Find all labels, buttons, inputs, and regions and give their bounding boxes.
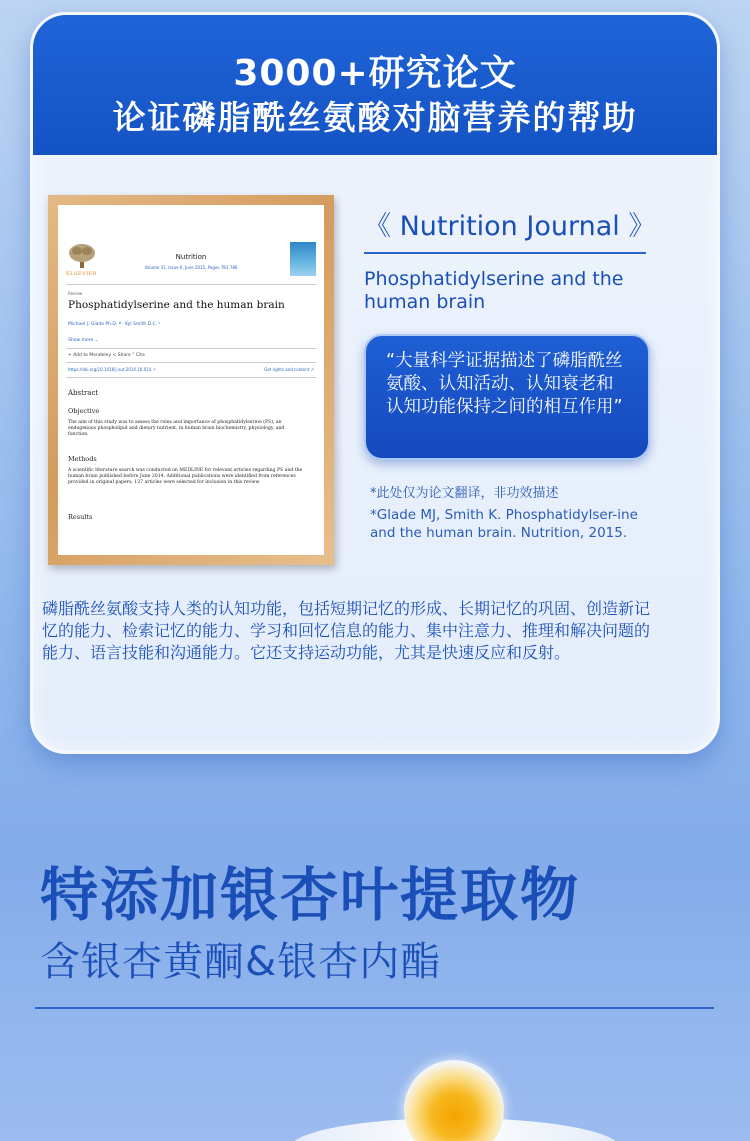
header-subtitle: 论证磷脂酰丝氨酸对脑营养的帮助 [112, 98, 638, 137]
card-header [33, 15, 717, 155]
methods-heading: Methods [68, 455, 97, 463]
journal-cover-thumbnail [290, 242, 316, 276]
rights-link: Get rights and content ↗ [264, 367, 314, 372]
divider [66, 284, 316, 285]
doi-link: https://doi.org/10.1016/j.nut.2014.10.014 ↗ [68, 367, 156, 372]
article-type: Review [68, 291, 83, 296]
divider [66, 362, 316, 363]
paper-screenshot [58, 205, 324, 555]
divider [66, 348, 316, 349]
translation-note: *此处仅为论文翻译，非功效描述 [370, 486, 559, 501]
journal-divider [364, 252, 646, 254]
section-heading: 特添加银杏叶提取物 [40, 861, 581, 929]
results-heading: Results [68, 513, 93, 521]
paper-title: Phosphatidylserine and the human brain [364, 268, 624, 313]
paper-journal-name: Nutrition [175, 253, 207, 261]
paper-actions: + Add to Mendeley < Share ” Cite [68, 353, 145, 358]
abstract-heading: Abstract [68, 389, 99, 397]
framed-paper-image [48, 195, 334, 565]
methods-text: A scientific literature search was conducted on MEDLINE for relevant articles regarding PS and the human brain published before June 2014. Additional publications were identified from references provided in original papers; 127 articles were selected for inclusion in this review. [68, 468, 303, 485]
objective-text: The aim of this study was to assess the roles and importance of phosphatidylserine (PS), an endogenous phospholipid and dietary nutrient, in human brain biochemistry, physiology, and function. [68, 420, 285, 437]
publisher-logo-text: ELSEVIER [66, 271, 98, 277]
divider [66, 377, 316, 378]
section-subheading: 含银杏黄酮&银杏内酯 [40, 939, 442, 985]
quote-box [364, 334, 650, 460]
paper-authors: Michael J. Glade Ph.D. ª · Kyl Smith D.C. ᵇ [68, 322, 161, 327]
journal-title: 《 Nutrition Journal 》 [364, 211, 656, 242]
show-more-link: Show more ⌄ [68, 338, 99, 343]
capsule-orb-decoration [404, 1060, 504, 1141]
section-divider [35, 1007, 714, 1009]
paper-heading: Phosphatidylserine and the human brain [68, 299, 285, 311]
description-text: 磷脂酰丝氨酸支持人类的认知功能，包括短期记忆的形成、长期记忆的巩固、创造新记忆的能力、检索记忆的能力、学习和回忆信息的能力、集中注意力、推理和解决问题的能力、语言技能和沟通能力。它还支持运动功能，尤其是快速反应和反射。 [42, 599, 651, 662]
citation-note: *Glade MJ, Smith K. Phosphatidylser-ine and the human brain. Nutrition, 2015. [370, 507, 638, 541]
header-title: 3000+研究论文 [233, 53, 517, 94]
objective-heading: Objective [68, 407, 100, 415]
paper-volume: Volume 31, Issue 6, June 2015, Pages 781-786 [144, 265, 238, 270]
quote-text: “大量科学证据描述了磷脂酰丝氨酸、认知活动、认知衰老和认知功能保持之间的相互作用” [386, 351, 623, 417]
